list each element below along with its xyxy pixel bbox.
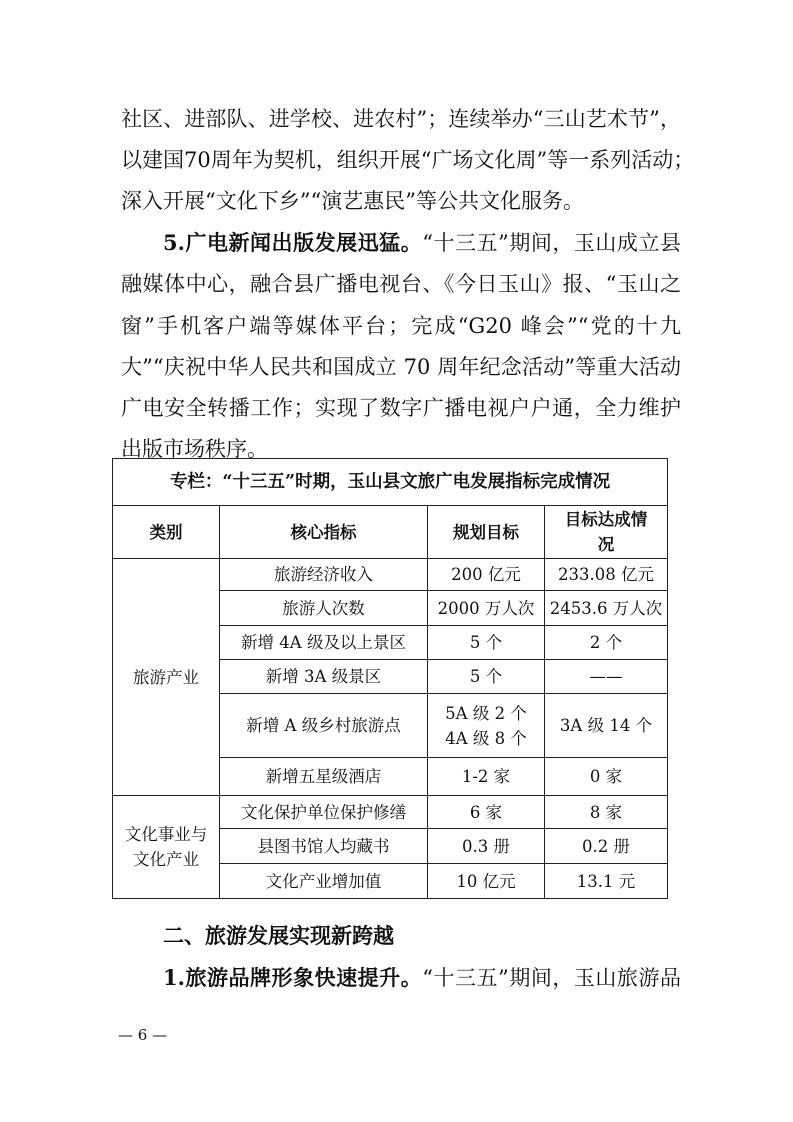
paragraph-line: 窗”手机客户端等媒体平台；完成“G20 峰会”“党的十九 bbox=[121, 314, 681, 338]
subsection-heading: 1.旅游品牌形象快速提升。 bbox=[163, 965, 423, 990]
achieved-cell: 8 家 bbox=[545, 796, 668, 829]
table-title: 专栏：“十三五”时期，玉山县文旅广电发展指标完成情况 bbox=[113, 459, 668, 506]
paragraph-text: “十三五”期间，玉山旅游品 bbox=[422, 966, 681, 990]
paragraph-line: 出版市场秩序。 bbox=[121, 437, 268, 461]
paragraph-line: 以建国70周年为契机，组织开展“广场文化周”等一系列活动； bbox=[121, 148, 695, 172]
target-cell: 5A 级 2 个 4A 级 8 个 bbox=[428, 694, 545, 758]
target-cell: 0.3 册 bbox=[428, 829, 545, 864]
category-cell: 旅游产业 bbox=[113, 559, 220, 796]
category-cell: 文化事业与 文化产业 bbox=[113, 796, 220, 899]
paragraph-line bbox=[163, 227, 681, 259]
subsection-heading: 5.广电新闻出版发展迅猛。 bbox=[163, 230, 423, 255]
achieved-cell: 0 家 bbox=[545, 758, 668, 796]
section-heading: 二、旅游发展实现新跨越 bbox=[163, 923, 394, 948]
achieved-cell: 0.2 册 bbox=[545, 829, 668, 864]
target-cell: 200 亿元 bbox=[428, 559, 545, 591]
target-cell: 2000 万人次 bbox=[428, 591, 545, 626]
paragraph-line: 融媒体中心，融合县广播电视台、《今日玉山》报、“玉山之 bbox=[121, 272, 681, 296]
indicator-cell: 县图书馆人均藏书 bbox=[220, 829, 428, 864]
column-header: 类别 bbox=[113, 506, 220, 559]
target-cell: 10 亿元 bbox=[428, 864, 545, 899]
indicator-table bbox=[112, 458, 668, 899]
table-row bbox=[113, 559, 668, 591]
paragraph-line: 广电安全转播工作；实现了数字广播电视户户通，全力维护 bbox=[121, 396, 681, 420]
achieved-cell: 3A 级 14 个 bbox=[545, 694, 668, 758]
indicator-cell: 旅游经济收入 bbox=[220, 559, 428, 591]
column-header: 目标达成情 况 bbox=[545, 506, 668, 559]
paragraph-text: “十三五”期间，玉山成立县 bbox=[422, 231, 681, 255]
target-cell: 5 个 bbox=[428, 660, 545, 694]
page-number: — 6 — bbox=[118, 1026, 168, 1044]
achieved-cell: —— bbox=[545, 660, 668, 694]
indicator-cell: 新增 A 级乡村旅游点 bbox=[220, 694, 428, 758]
indicator-cell: 新增 4A 级及以上景区 bbox=[220, 626, 428, 660]
achieved-cell: 2453.6 万人次 bbox=[545, 591, 668, 626]
table-row bbox=[113, 796, 668, 829]
indicator-cell: 新增五星级酒店 bbox=[220, 758, 428, 796]
paragraph-line bbox=[163, 962, 681, 994]
indicator-cell: 文化保护单位保护修缮 bbox=[220, 796, 428, 829]
target-cell: 5 个 bbox=[428, 626, 545, 660]
achieved-cell: 233.08 亿元 bbox=[545, 559, 668, 591]
indicator-cell: 文化产业增加值 bbox=[220, 864, 428, 899]
indicator-cell: 新增 3A 级景区 bbox=[220, 660, 428, 694]
target-cell: 6 家 bbox=[428, 796, 545, 829]
paragraph-line: 深入开展“文化下乡”“演艺惠民”等公共文化服务。 bbox=[121, 189, 584, 213]
indicator-cell: 旅游人次数 bbox=[220, 591, 428, 626]
column-header: 规划目标 bbox=[428, 506, 545, 559]
target-cell: 1-2 家 bbox=[428, 758, 545, 796]
achieved-cell: 13.1 元 bbox=[545, 864, 668, 899]
paragraph-line: 社区、进部队、进学校、进农村”；连续举办“三山艺术节”， bbox=[121, 107, 681, 131]
column-header: 核心指标 bbox=[220, 506, 428, 559]
achieved-cell: 2 个 bbox=[545, 626, 668, 660]
paragraph-line: 大”“庆祝中华人民共和国成立 70 周年纪念活动”等重大活动 bbox=[121, 355, 681, 379]
